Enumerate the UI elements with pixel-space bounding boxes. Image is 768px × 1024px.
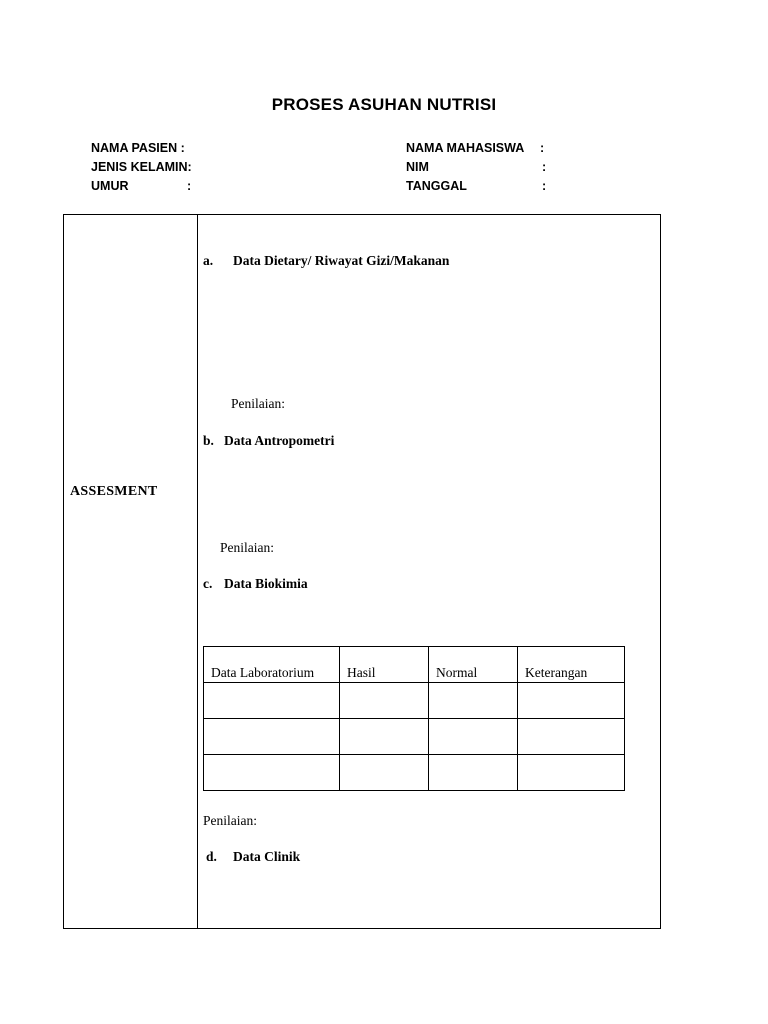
section-c-penilaian: Penilaian:	[203, 813, 257, 828]
section-a-letter: a.	[203, 253, 214, 268]
lab-col-keterangan: Keterangan	[518, 647, 625, 683]
table-cell	[340, 755, 429, 791]
nim-colon: :	[542, 160, 547, 174]
table-cell	[518, 755, 625, 791]
section-d-letter: d.	[206, 849, 217, 864]
tanggal-colon: :	[542, 179, 547, 193]
section-c-title	[203, 576, 308, 592]
nim-label: NIM	[406, 160, 429, 174]
nama-mahasiswa-colon: :	[540, 141, 545, 155]
section-b-letter: b.	[203, 433, 214, 448]
umur-label: UMUR	[91, 179, 129, 193]
lab-col-hasil: Hasil	[340, 647, 429, 683]
umur-colon: :	[187, 179, 192, 193]
section-d-text: Data Clinik	[233, 849, 301, 864]
table-cell	[204, 755, 340, 791]
table-row	[204, 755, 625, 791]
assesment-label: ASSESMENT	[70, 484, 158, 499]
section-c-letter: c.	[203, 576, 213, 591]
document-title: PROSES ASUHAN NUTRISI	[271, 95, 497, 114]
table-row	[204, 719, 625, 755]
section-b-title	[203, 433, 334, 449]
table-cell	[204, 719, 340, 755]
tanggal-label: TANGGAL	[406, 179, 467, 193]
table-cell	[518, 683, 625, 719]
table-cell	[429, 683, 518, 719]
lab-table	[203, 646, 625, 791]
table-row	[204, 683, 625, 719]
section-a-penilaian: Penilaian:	[231, 396, 285, 411]
column-divider	[197, 215, 198, 928]
table-cell	[340, 683, 429, 719]
lab-col-data-laboratorium: Data Laboratorium	[204, 647, 340, 683]
lab-table-header-row	[204, 647, 625, 683]
jenis-kelamin-label: JENIS KELAMIN:	[91, 160, 192, 174]
section-a-text: Data Dietary/ Riwayat Gizi/Makanan	[233, 253, 450, 268]
table-cell	[204, 683, 340, 719]
table-cell	[429, 719, 518, 755]
assesment-table	[63, 214, 661, 929]
nama-mahasiswa-label: NAMA MAHASISWA	[406, 141, 525, 155]
table-cell	[429, 755, 518, 791]
section-b-penilaian: Penilaian:	[220, 540, 274, 555]
table-cell	[518, 719, 625, 755]
section-c-text: Data Biokimia	[224, 576, 308, 591]
section-a-title	[203, 253, 449, 269]
section-b-text: Data Antropometri	[224, 433, 335, 448]
nama-pasien-label: NAMA PASIEN :	[91, 141, 185, 155]
lab-col-normal: Normal	[429, 647, 518, 683]
section-d-title	[206, 849, 300, 865]
table-cell	[340, 719, 429, 755]
